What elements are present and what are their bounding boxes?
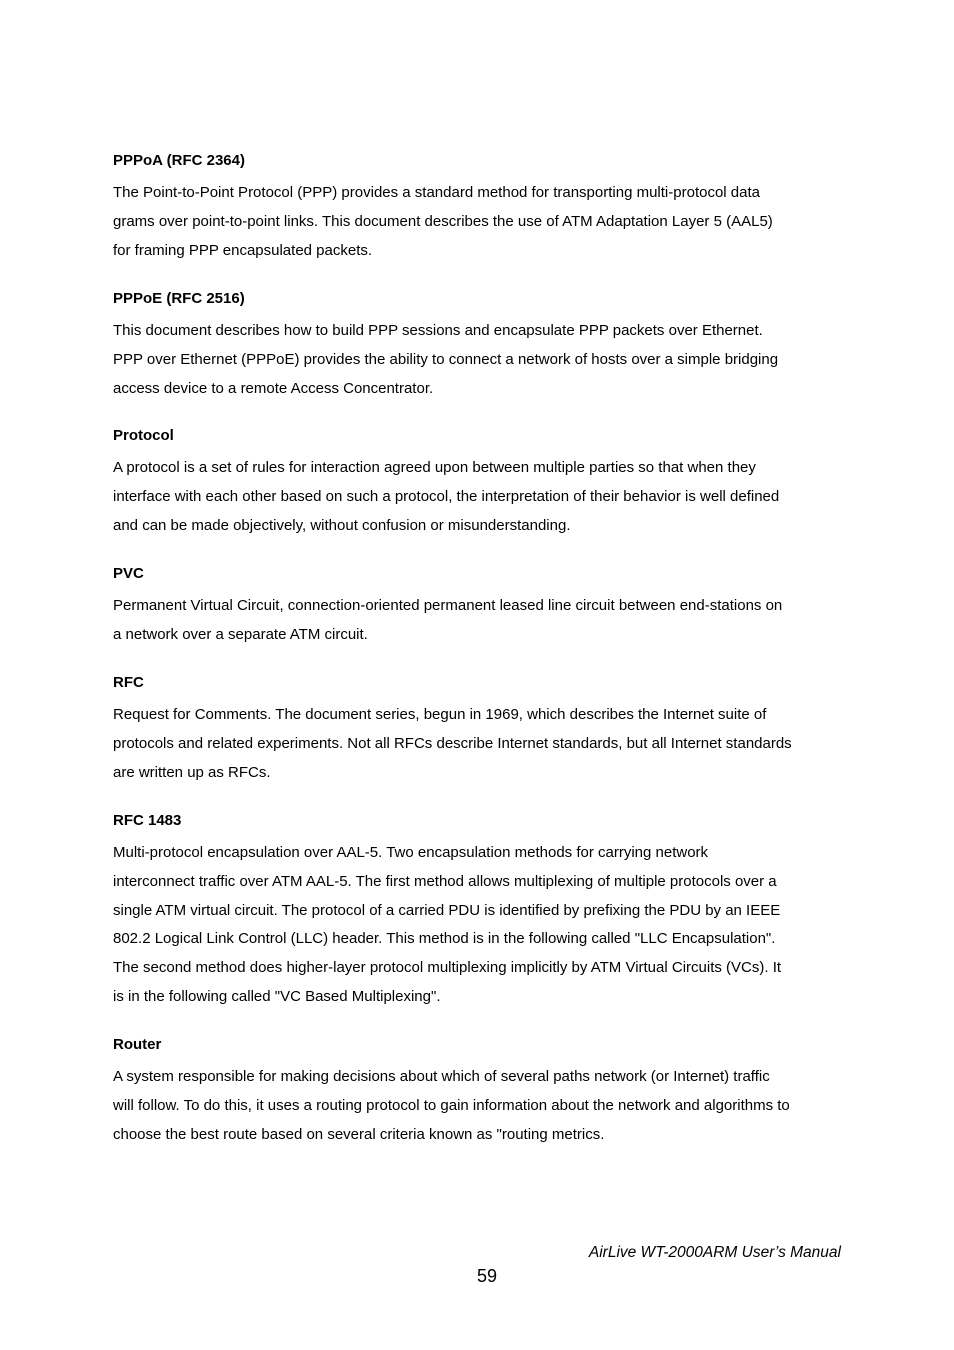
definition-line: protocols and related experiments. Not all RFCs describe Internet standards, but all Internet standards — [113, 734, 792, 752]
glossary-entry-pppoa — [113, 150, 853, 266]
glossary-term: Router — [113, 1036, 162, 1054]
glossary-term: RFC 1483 — [113, 811, 182, 829]
manual-title: AirLive WT-2000ARM User’s Manual — [588, 1244, 841, 1261]
glossary-term: Protocol — [113, 427, 174, 445]
glossary-term: RFC — [113, 673, 144, 691]
definition-line: 802.2 Logical Link Control (LLC) header. This method is in the following called "LLC Encapsulation". — [113, 930, 776, 948]
definition-line: A protocol is a set of rules for interaction agreed upon between multiple parties so that when they — [113, 459, 756, 477]
definition-line: a network over a separate ATM circuit. — [113, 626, 368, 644]
definition-line: Permanent Virtual Circuit, connection-oriented permanent leased line circuit between end-stations on — [113, 597, 783, 615]
definition-line: The Point-to-Point Protocol (PPP) provides a standard method for transporting multi-protocol data — [113, 184, 760, 201]
definition-line: grams over point-to-point links. This document describes the use of ATM Adaptation Layer 5 (AAL5) — [113, 212, 773, 230]
definition-line: for framing PPP encapsulated packets. — [113, 241, 373, 259]
glossary-entry-pvc — [113, 563, 853, 650]
definition-line: are written up as RFCs. — [113, 763, 271, 781]
glossary-entry-protocol — [113, 425, 853, 541]
glossary-entry-rfc — [113, 672, 853, 788]
glossary-entry-pppoe — [113, 288, 853, 404]
definition-line: and can be made objectively, without confusion or misunderstanding. — [113, 517, 571, 535]
page-number: 59 — [476, 1266, 498, 1286]
definition-line: Multi-protocol encapsulation over AAL-5. Two encapsulation methods for carrying network — [113, 843, 709, 861]
definition-line: will follow. To do this, it uses a routing protocol to gain information about the network and algorithms to — [113, 1097, 790, 1115]
definition-line: This document describes how to build PPP sessions and encapsulate PPP packets over Ethernet. — [113, 321, 763, 339]
definition-line: access device to a remote Access Concentrator. — [113, 379, 434, 397]
glossary-term: PVC — [113, 565, 144, 583]
definition-line: The second method does higher-layer protocol multiplexing implicitly by ATM Virtual Circuits (VCs). It — [113, 959, 782, 977]
glossary-entry-rfc-1483 — [113, 810, 853, 1012]
glossary-entry-router — [113, 1034, 853, 1150]
glossary-term: PPPoA (RFC 2364) — [113, 152, 245, 169]
definition-line: interconnect traffic over ATM AAL-5. The first method allows multiplexing of multiple protocols over a — [113, 872, 777, 890]
definition-line: is in the following called "VC Based Multiplexing". — [113, 988, 441, 1006]
definition-line: PPP over Ethernet (PPPoE) provides the ability to connect a network of hosts over a simple bridging — [113, 350, 779, 368]
glossary-term: PPPoE (RFC 2516) — [113, 289, 245, 307]
definition-line: Request for Comments. The document series, begun in 1969, which describes the Internet suite of — [113, 705, 767, 723]
definition-line: choose the best route based on several criteria known as "routing metrics. — [113, 1125, 605, 1143]
definition-line: single ATM virtual circuit. The protocol of a carried PDU is identified by prefixing the PDU by an IEEE — [113, 901, 781, 919]
definition-line: interface with each other based on such a protocol, the interpretation of their behavior is well defined — [113, 488, 780, 506]
definition-line: A system responsible for making decisions about which of several paths network (or Internet) traffic — [113, 1068, 770, 1086]
glossary-content — [113, 150, 853, 1172]
